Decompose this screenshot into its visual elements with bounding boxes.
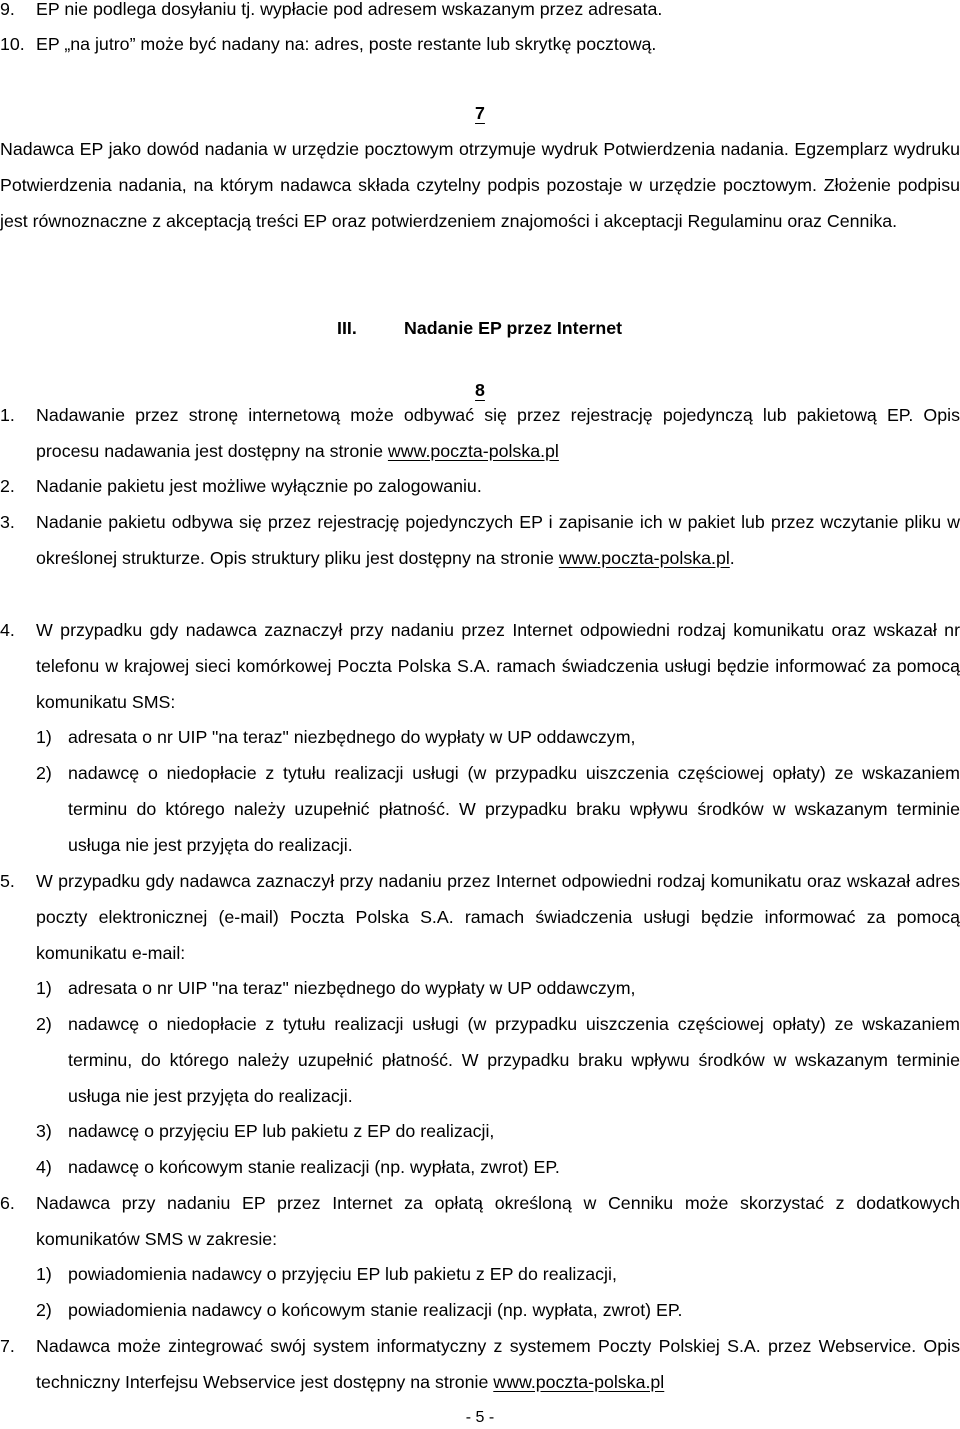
list-item xyxy=(0,1329,960,1401)
item-text: EP „na jutro” może być nadany na: adres, poste restante lub skrytkę pocztową. xyxy=(36,34,657,54)
item-text: Nadawca może zintegrować swój system informatyczny z systemem Poczty Polskiej S.A. przez Webservice. Opis techniczny Interfejsu Webservice jest dostępny na stronie xyxy=(36,1336,960,1392)
sub-list-item xyxy=(0,971,960,1007)
section-number: 7 xyxy=(475,103,485,123)
website-link[interactable]: www.poczta-polska.pl xyxy=(558,547,730,568)
sub-item-number: 1) xyxy=(36,1264,52,1284)
sub-item-number: 3) xyxy=(36,1121,52,1141)
list-item xyxy=(0,505,960,577)
sub-item-text: adresata o nr UIP "na teraz" niezbędnego do wypłaty w UP oddawczym, xyxy=(68,978,636,998)
list-item xyxy=(0,469,960,505)
section-heading xyxy=(0,96,960,132)
item-text: Nadawanie przez stronę internetową może odbywać się przez rejestrację pojedynczą lub pakietową EP. Opis procesu nadawania jest dostępny na stronie xyxy=(36,405,960,461)
section-paragraph: Nadawca EP jako dowód nadania w urzędzie pocztowym otrzymuje wydruk Potwierdzenia nadania. Egzemplarz wydruku Potwierdzenia nadania, na którym nadawca składa czytelny podpis pozostaje w urzędzie pocztowym. Złożenie podpisu jest równoznaczne z akceptacją treści EP oraz potwierdzeniem znajomości i akceptacji Regulaminu oraz Cennika. xyxy=(0,139,960,231)
sub-item-number: 2) xyxy=(36,1300,52,1320)
sub-item-text: nadawcę o niedopłacie z tytułu realizacji usługi (w przypadku uiszczenia częściowej opłaty) ze wskazaniem terminu do którego należy uzupełnić płatność. W przypadku braku wpływu środków w wskazanym terminie usługa nie jest przyjęta do realizacji. xyxy=(68,763,960,855)
item-number: 10. xyxy=(0,34,25,54)
item-number: 3. xyxy=(0,512,15,532)
item-text: W przypadku gdy nadawca zaznaczył przy nadaniu przez Internet odpowiedni rodzaj komunikatu oraz wskazał nr telefonu w krajowej sieci komórkowej Poczta Polska S.A. ramach świadczenia usługi będzie informować za pomocą komunikatu SMS: xyxy=(36,620,960,712)
sub-list-item xyxy=(0,1114,960,1150)
sub-item-number: 1) xyxy=(36,978,52,998)
sub-item-number: 4) xyxy=(36,1157,52,1177)
sub-item-text: powiadomienia nadawcy o przyjęciu EP lub pakietu z EP do realizacji, xyxy=(68,1264,617,1284)
item-text: Nadanie pakietu odbywa się przez rejestrację pojedynczych EP i zapisanie ich w pakiet lub przez wczytanie pliku w określonej strukturze. Opis struktury pliku jest dostępny na stronie xyxy=(36,512,960,568)
sub-list-item xyxy=(0,756,960,864)
item-text: EP nie podlega dosyłaniu tj. wypłacie pod adresem wskazanym przez adresata. xyxy=(36,0,663,19)
sub-item-text: adresata o nr UIP "na teraz" niezbędnego do wypłaty w UP oddawczym, xyxy=(68,727,636,747)
sub-list-item xyxy=(0,720,960,756)
list-item xyxy=(0,613,960,721)
sub-list-item xyxy=(0,1257,960,1293)
sub-item-text: nadawcę o przyjęciu EP lub pakietu z EP do realizacji, xyxy=(68,1121,495,1141)
item-number: 1. xyxy=(0,405,15,425)
item-text: Nadawca przy nadaniu EP przez Internet za opłatą określoną w Cenniku może skorzystać z dodatkowych komunikatów SMS w zakresie: xyxy=(36,1193,960,1249)
list-item xyxy=(0,27,960,63)
list-item xyxy=(0,1186,960,1258)
list-item xyxy=(0,864,960,972)
sub-item-text: nadawcę o końcowym stanie realizacji (np. wypłata, zwrot) EP. xyxy=(68,1157,560,1177)
sub-item-number: 2) xyxy=(36,763,52,783)
sub-list-item xyxy=(0,1007,960,1115)
item-text-end: . xyxy=(729,547,735,568)
sub-item-text: powiadomienia nadawcy o końcowym stanie realizacji (np. wypłata, zwrot) EP. xyxy=(68,1300,683,1320)
item-number: 9. xyxy=(0,0,15,19)
website-link[interactable]: www.poczta-polska.pl xyxy=(387,440,559,461)
item-number: 6. xyxy=(0,1193,15,1213)
chapter-roman: III. xyxy=(337,318,357,338)
sub-list-item xyxy=(0,1150,960,1186)
item-text: Nadanie pakietu jest możliwe wyłącznie po zalogowaniu. xyxy=(36,476,482,496)
list-item xyxy=(0,398,960,470)
section-number: 8 xyxy=(475,380,485,400)
item-text: W przypadku gdy nadawca zaznaczył przy nadaniu przez Internet odpowiedni rodzaj komunikatu oraz wskazał adres poczty elektronicznej (e-mail) Poczta Polska S.A. ramach świadczenia usługi będzie informować za pomocą komunikatu e-mail: xyxy=(36,871,960,963)
sub-item-number: 2) xyxy=(36,1014,52,1034)
item-number: 4. xyxy=(0,620,15,640)
chapter-title: Nadanie EP przez Internet xyxy=(404,318,623,338)
sub-item-text: nadawcę o niedopłacie z tytułu realizacji usługi (w przypadku uiszczenia częściowej opłaty) ze wskazaniem terminu, do którego należy uzupełnić płatność. W przypadku braku wpływu środków w wskazanym terminie usługa nie jest przyjęta do realizacji. xyxy=(68,1014,960,1106)
list-item xyxy=(0,0,960,28)
website-link[interactable]: www.poczta-polska.pl xyxy=(493,1371,665,1392)
item-number: 2. xyxy=(0,476,15,496)
item-number: 7. xyxy=(0,1336,15,1356)
sub-list-item xyxy=(0,1293,960,1329)
sub-item-number: 1) xyxy=(36,727,52,747)
page-number: - 5 - xyxy=(465,1409,495,1426)
item-number: 5. xyxy=(0,871,15,891)
